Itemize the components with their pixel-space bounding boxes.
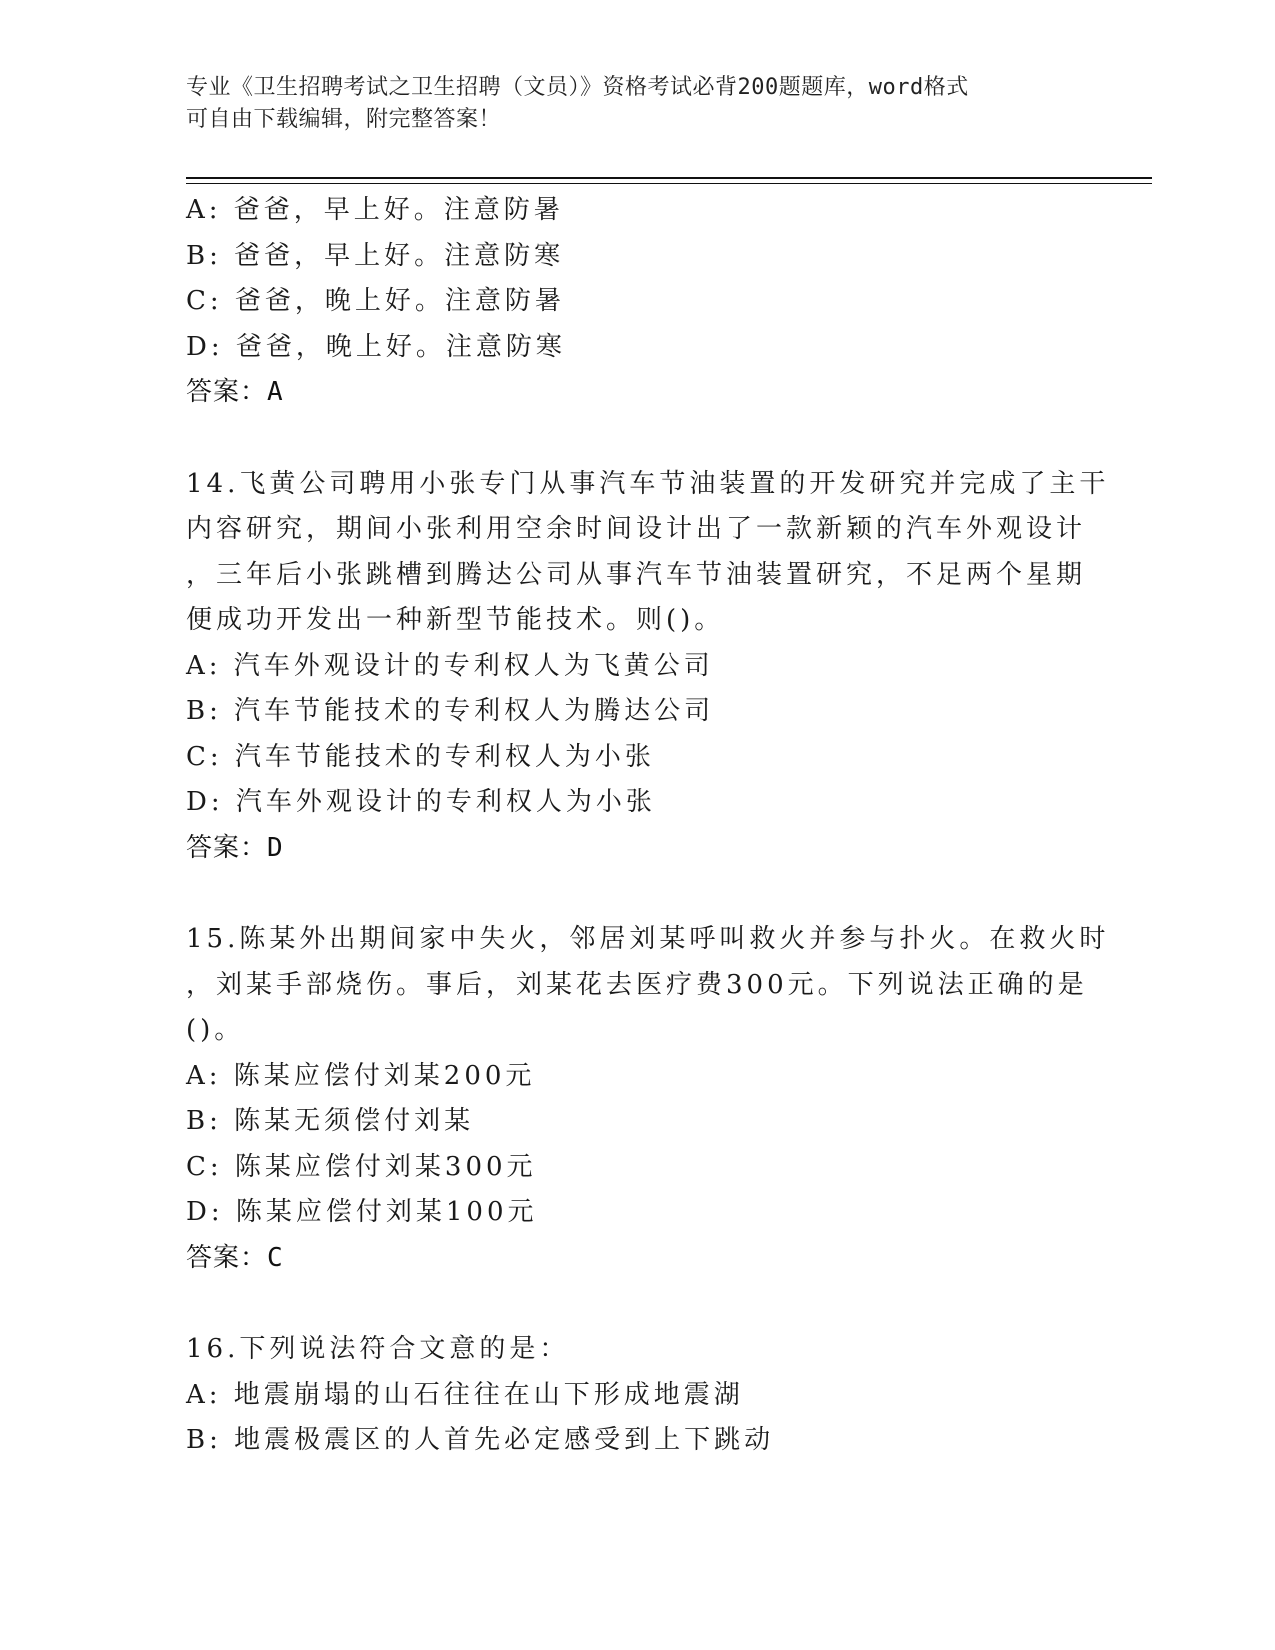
question-content [186, 188, 1110, 1464]
question-stem-line: ，刘某手部烧伤。事后，刘某花去医疗费300元。下列说法正确的是 [186, 969, 1088, 1000]
option-a: A: 爸爸，早上好。注意防暑 [186, 195, 564, 225]
header-rule-thick [186, 177, 1152, 179]
option-b: B: 爸爸，早上好。注意防寒 [186, 240, 565, 271]
answer-value: D [267, 832, 284, 863]
question-16 [186, 1327, 1086, 1464]
question-stem-line: ()。 [186, 1015, 245, 1045]
header-line-2: 可自由下载编辑，附完整答案！ [186, 107, 502, 132]
spacer [186, 871, 1086, 917]
option-d: D: 陈某应偿付刘某100元 [186, 1197, 538, 1227]
option-a: A: 陈某应偿付刘某200元 [186, 1060, 536, 1091]
question-stem-line: ，三年后小张跳槽到腾达公司从事汽车节油装置研究，不足两个星期 [186, 559, 1087, 590]
answer-line [186, 826, 1086, 872]
answer-label: 答案： [186, 832, 268, 863]
answer-line [186, 1236, 1086, 1282]
header-line-1: 专业《卫生招聘考试之卫生招聘（文员）》资格考试必背200题题库，word格式 [186, 75, 969, 100]
option-d: D: 爸爸，晚上好。注意防寒 [186, 331, 566, 362]
answer-label: 答案： [186, 377, 268, 407]
answer-value: C [267, 1242, 284, 1273]
option-d: D: 汽车外观设计的专利权人为小张 [186, 787, 656, 817]
answer-line [186, 370, 1086, 416]
question-stem-line: 内容研究，期间小张利用空余时间设计出了一款新颖的汽车外观设计 [186, 514, 1087, 544]
answer-label: 答案： [186, 1242, 268, 1273]
header-rule-thin [186, 183, 1152, 184]
question-14 [186, 462, 1110, 872]
question-stem-line: 16.下列说法符合文意的是： [186, 1334, 570, 1364]
option-b: B: 陈某无须偿付刘某 [186, 1106, 475, 1136]
option-a: A: 地震崩塌的山石往往在山下形成地震湖 [186, 1379, 744, 1410]
option-c: C: 爸爸，晚上好。注意防暑 [186, 286, 565, 316]
answer-value: A [267, 377, 284, 407]
option-b: B: 地震极震区的人首先必定感受到上下跳动 [186, 1425, 775, 1455]
option-c: C: 汽车节能技术的专利权人为小张 [186, 741, 655, 772]
question-15 [186, 917, 1110, 1281]
option-a: A: 汽车外观设计的专利权人为飞黄公司 [186, 650, 714, 681]
option-c: C: 陈某应偿付刘某300元 [186, 1151, 537, 1182]
option-b: B: 汽车节能技术的专利权人为腾达公司 [186, 696, 715, 726]
question-stem-line: 便成功开发出一种新型节能技术。则()。 [186, 605, 725, 635]
spacer [186, 416, 1086, 462]
question-13 [186, 188, 1086, 416]
question-stem-line: 15.陈某外出期间家中失火，邻居刘某呼叫救火并参与扑火。在救火时 [186, 924, 1110, 954]
document-header [186, 72, 1066, 136]
question-stem-line: 14.飞黄公司聘用小张专门从事汽车节油装置的开发研究并完成了主干 [186, 468, 1110, 499]
spacer [186, 1281, 1086, 1327]
